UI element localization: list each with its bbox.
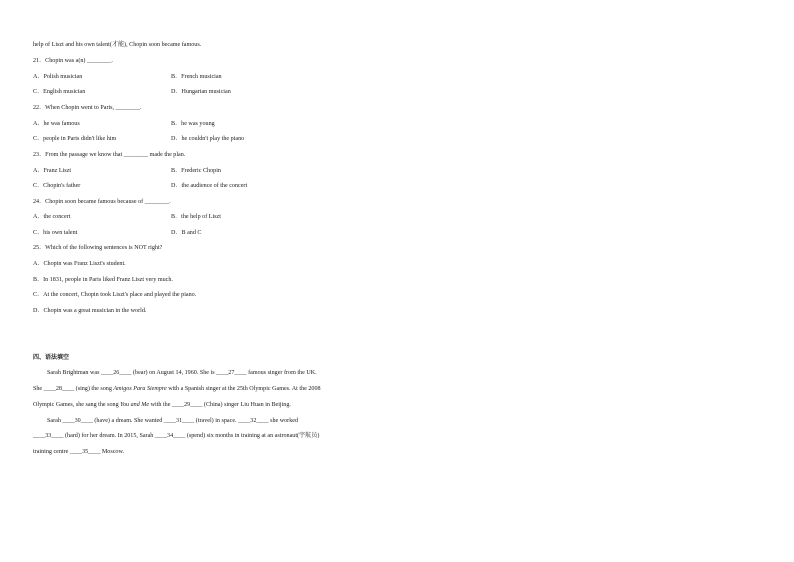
question-22-option-c: C．people in Paris didn't like him — [33, 136, 117, 142]
text-segment: (spend) six months in training at an astronaut(宇航员) — [185, 433, 320, 439]
blank-32: ____32____ — [238, 418, 269, 424]
question-24-option-d: D．B and C — [171, 230, 202, 236]
blank-27: ____27____ — [216, 370, 247, 376]
text-segment: with the — [149, 402, 172, 408]
text-segment: Olympic Games, she sang the song — [33, 402, 121, 408]
text-segment: (hard) for her dream. In 2015, Sarah — [63, 433, 155, 439]
section-heading: 四、语法填空 — [33, 354, 70, 361]
blank-29: ____29____ — [171, 402, 203, 408]
text-segment: with a Spanish singer at the 25th Olympic Games. At the 2008 — [166, 386, 321, 392]
question-25-option-a: A．Chopin was Franz Liszt's student. — [33, 261, 126, 267]
grammar-line — [33, 433, 319, 439]
blank-33: ____33____ — [33, 433, 64, 439]
grammar-line — [47, 418, 298, 424]
blank-35: ____35____ — [69, 449, 101, 455]
question-25-option-d: D．Chopin was a great musician in the world. — [33, 308, 147, 314]
blank-34: ____34____ — [154, 433, 186, 439]
question-23-option-d: D．the audience of the concert — [171, 183, 248, 189]
question-25-option-b: B．In 1831, people in Paris liked Franz Liszt very much. — [33, 277, 173, 283]
blank-26: ____26____ — [101, 370, 132, 376]
blank-30: ____30____ — [62, 418, 93, 424]
text-segment: famous singer from the UK. — [246, 370, 317, 376]
song-title: Amigos Para Siempre — [113, 386, 167, 392]
text-segment: Sarah — [47, 418, 63, 424]
question-24-option-b: B．the help of Liszt — [171, 214, 221, 220]
text-segment: training centre — [33, 449, 70, 455]
question-23-option-b: B．Frederic Chopin — [171, 168, 221, 174]
question-22-option-b: B．he was young — [171, 121, 215, 127]
question-24-option-a: A．the concert — [33, 214, 71, 220]
question-21-option-c: C．English musician — [33, 89, 86, 95]
text-segment: Sarah Brightman was — [47, 370, 101, 376]
question-21-option-a: A．Polish musician — [33, 74, 83, 80]
grammar-line — [33, 402, 291, 408]
question-22-option-a: A．he was famous — [33, 121, 80, 127]
grammar-line — [47, 370, 317, 376]
question-23-stem: 23．From the passage we know that ________ made the plan. — [33, 152, 186, 158]
question-21-stem: 21．Chopin was a(n) ________. — [33, 58, 113, 64]
grammar-line — [33, 386, 321, 392]
text-segment: (sing) the song — [74, 386, 114, 392]
text-segment: (bear) on August 14, 1960. She is — [131, 370, 217, 376]
text-segment: Moscow. — [100, 449, 124, 455]
text-segment: (have) a dream. She wanted — [92, 418, 164, 424]
song-title: You and Me — [120, 402, 150, 408]
question-22-option-d: D．he couldn't play the piano — [171, 136, 245, 142]
question-24-option-c: C．his own talent — [33, 230, 78, 236]
question-23-option-c: C．Chopin's father — [33, 183, 81, 189]
blank-28: ____28____ — [43, 386, 75, 392]
question-25-option-c: C．At the concert, Chopin took Liszt's place and played the piano. — [33, 292, 197, 298]
question-23-option-a: A．Franz Liszt — [33, 168, 72, 174]
question-22-stem: 22．When Chopin went to Paris, ________. — [33, 105, 142, 111]
question-21-option-d: D．Hungarian musician — [171, 89, 231, 95]
blank-31: ____31____ — [163, 418, 195, 424]
passage-tail-line: help of Liszt and his own talent(才能), Chopin soon became famous. — [33, 42, 202, 48]
text-segment: (China) singer Liu Huan in Beijing. — [202, 402, 291, 408]
question-25-stem: 25．Which of the following sentences is NOT right? — [33, 245, 163, 251]
question-24-stem: 24．Chopin soon became famous because of ________. — [33, 199, 171, 205]
text-segment: (travel) in space. — [194, 418, 239, 424]
text-segment: She — [33, 386, 44, 392]
text-segment: she worked — [268, 418, 298, 424]
grammar-line — [33, 449, 124, 455]
question-21-option-b: B．French musician — [171, 74, 222, 80]
